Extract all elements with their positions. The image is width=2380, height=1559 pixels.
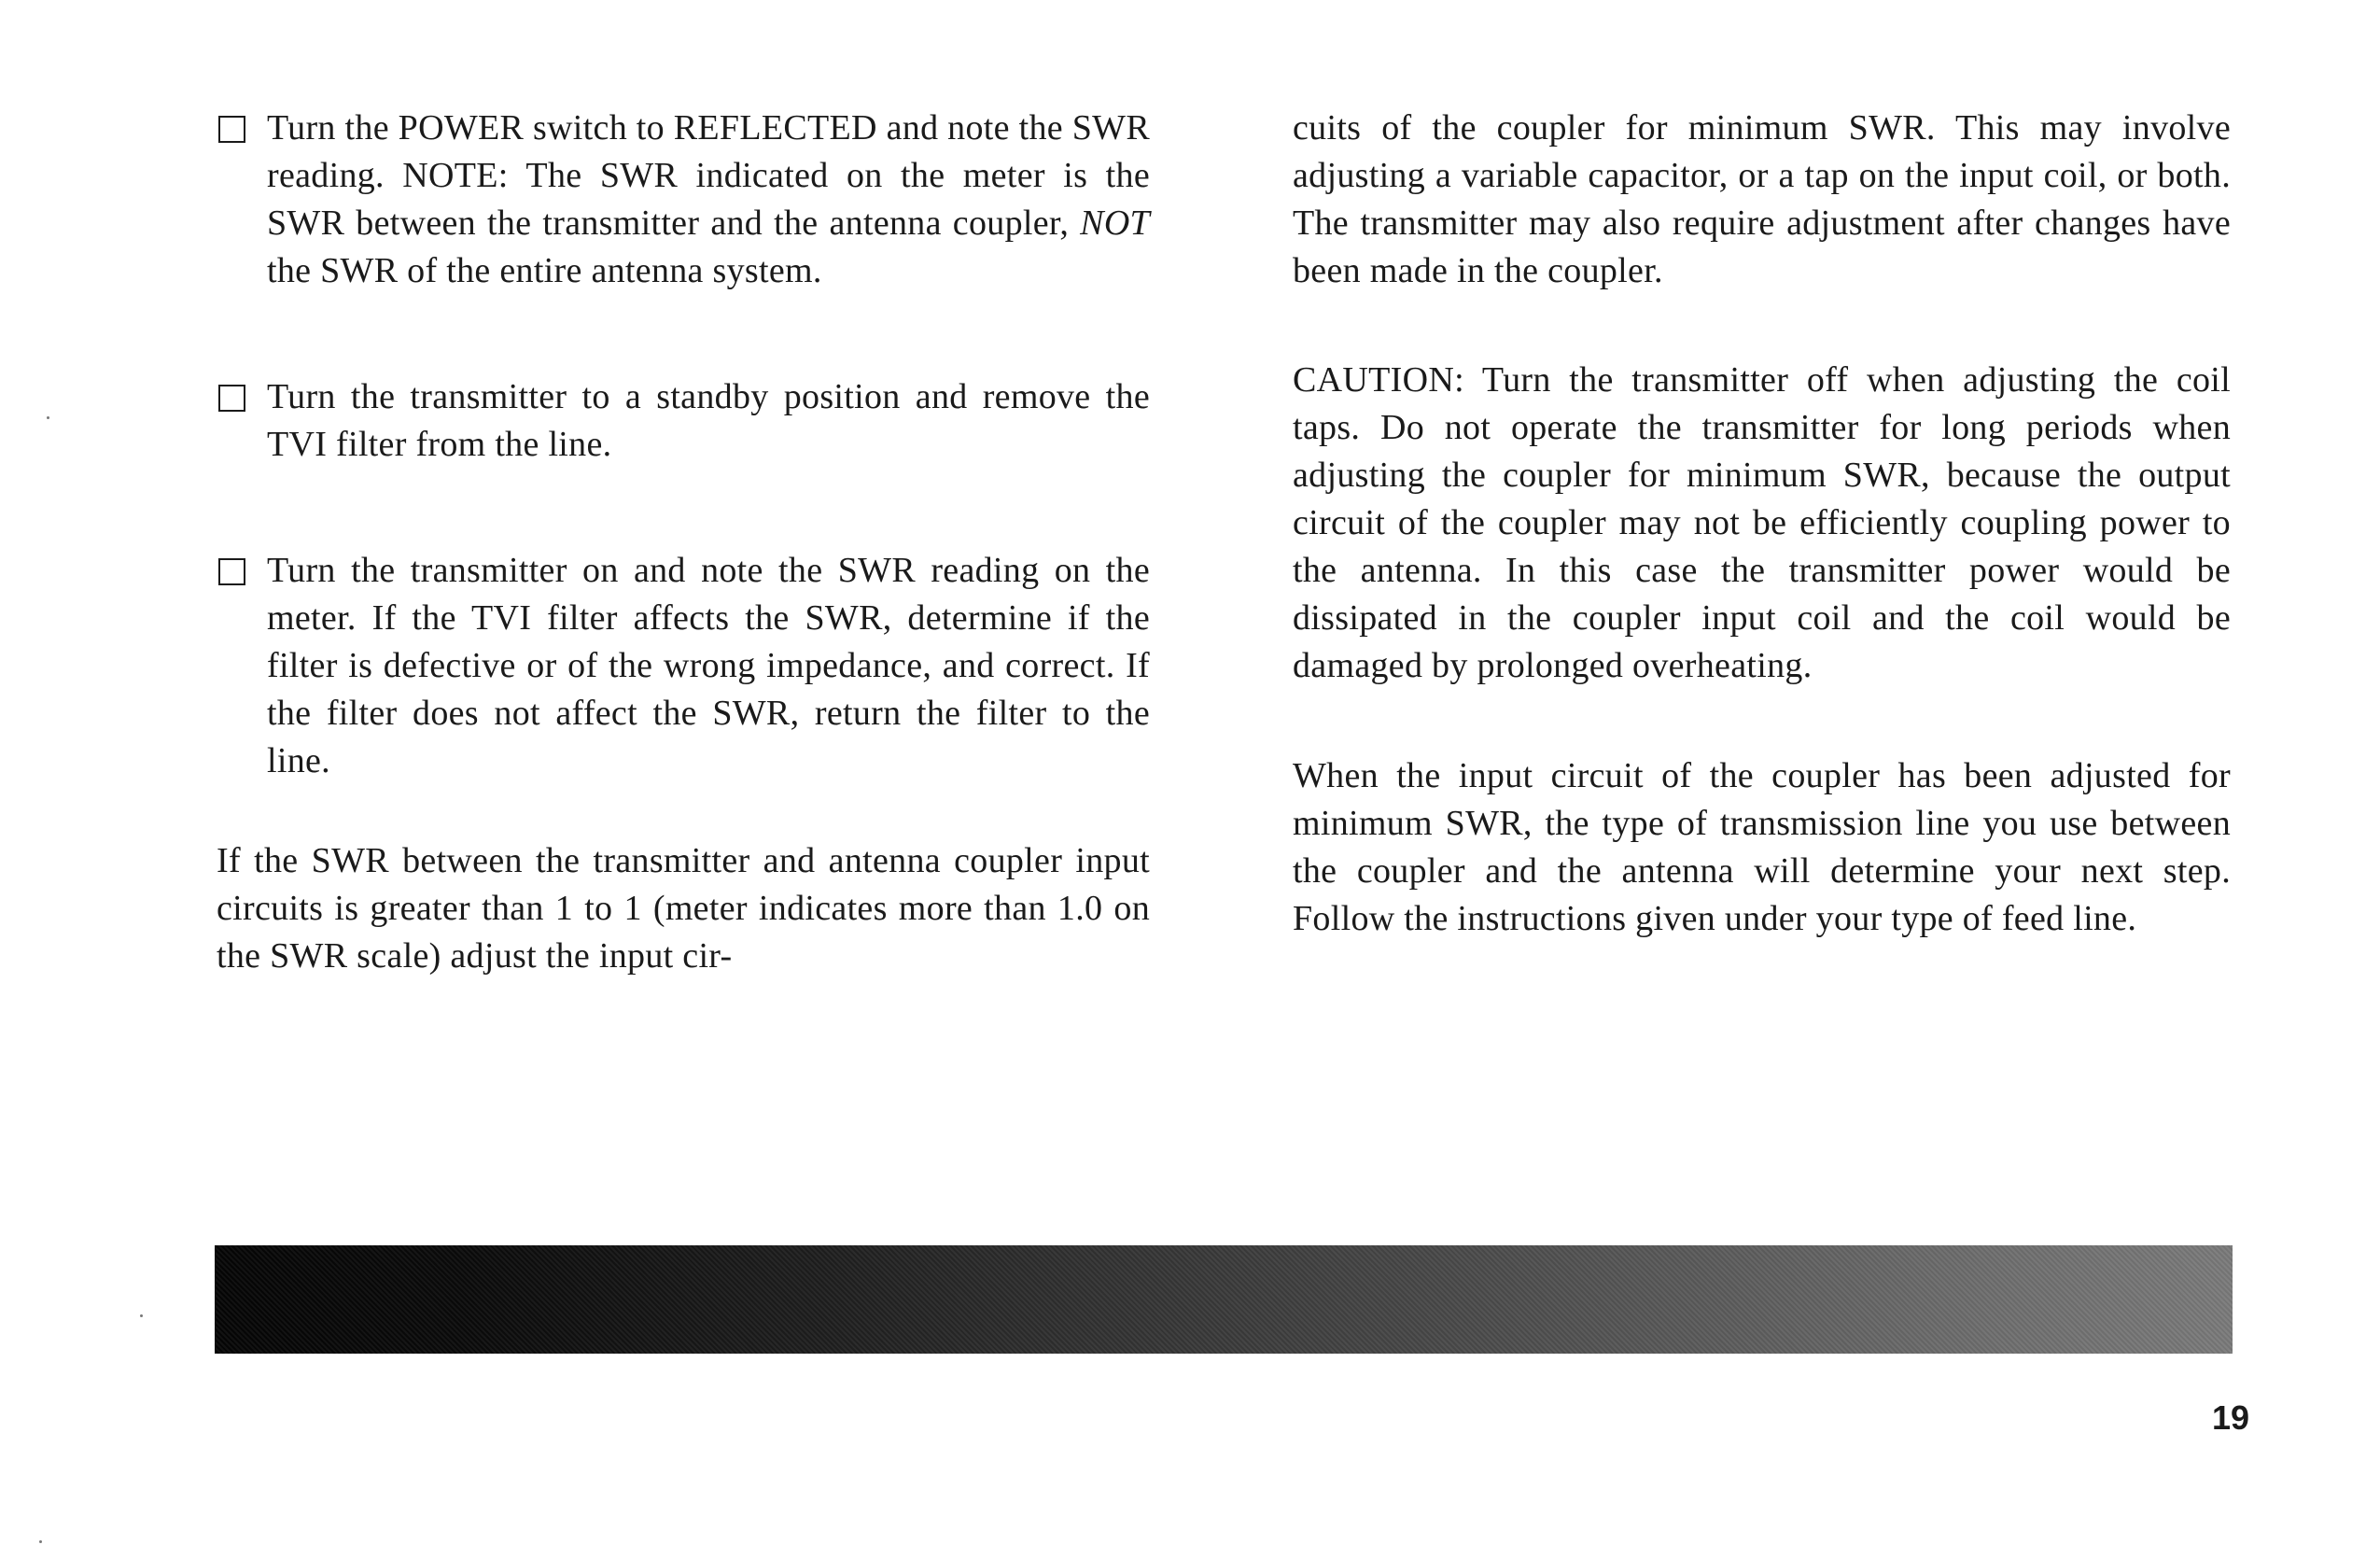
right-column: [1293, 105, 2231, 943]
checkbox-icon[interactable]: [218, 116, 245, 143]
checkbox-icon[interactable]: [218, 385, 245, 412]
page-number: 19: [2211, 1398, 2249, 1437]
left-column: [217, 105, 1150, 980]
checklist-item-2: [217, 373, 1150, 469]
checklist-item-1: [217, 105, 1150, 295]
caution-paragraph: CAUTION: Turn the transmitter off when adjusting the coil taps. Do not operate the transmitter for long periods when adjusting the coupler for minimum SWR, because the output circuit of the coupler may not be efficiently coupling power to the antenna. In this case the transmitter power would be dissipated in the coupler input coil and the coil would be damaged by prolonged overheating.: [1293, 360, 2231, 685]
item-text: Turn the transmitter on and note the SWR reading on the meter. If the TVI filter affects the SWR, determine if the filter is defective or of the wrong impedance, and correct. If the filter does not affect the SWR, return the filter to the line.: [267, 551, 1150, 780]
scan-speck: [47, 416, 49, 419]
checklist-item-3: [217, 547, 1150, 785]
scan-speck: [39, 1540, 42, 1543]
feed-line-paragraph: When the input circuit of the coupler has been adjusted for minimum SWR, the type of transmission line you use between the coupler and the antenna will determine your next step. Follow the instructions given under your type of feed line.: [1293, 756, 2231, 938]
decorative-band: [215, 1245, 2233, 1354]
checkbox-icon[interactable]: [218, 558, 245, 585]
item-text: Turn the transmitter to a standby position and remove the TVI filter from the line.: [267, 377, 1150, 464]
item-text: Turn the POWER switch to REFLECTED and note the SWR reading. NOTE: The SWR indicated on the meter is the SWR between the transmitter and the antenna coupler, NOT the SWR of the entire antenna system.: [267, 108, 1150, 290]
swr-paragraph: If the SWR between the transmitter and antenna coupler input circuits is greater than 1 to 1 (meter indicates more than 1.0 on the SWR scale) adjust the input cir-: [217, 841, 1150, 976]
scan-speck: [140, 1314, 143, 1317]
coupler-adjust-paragraph: cuits of the coupler for minimum SWR. This may involve adjusting a variable capacitor, or a tap on the input coil, or both. The transmitter may also require adjustment after changes have been made in the coupler.: [1293, 108, 2231, 290]
